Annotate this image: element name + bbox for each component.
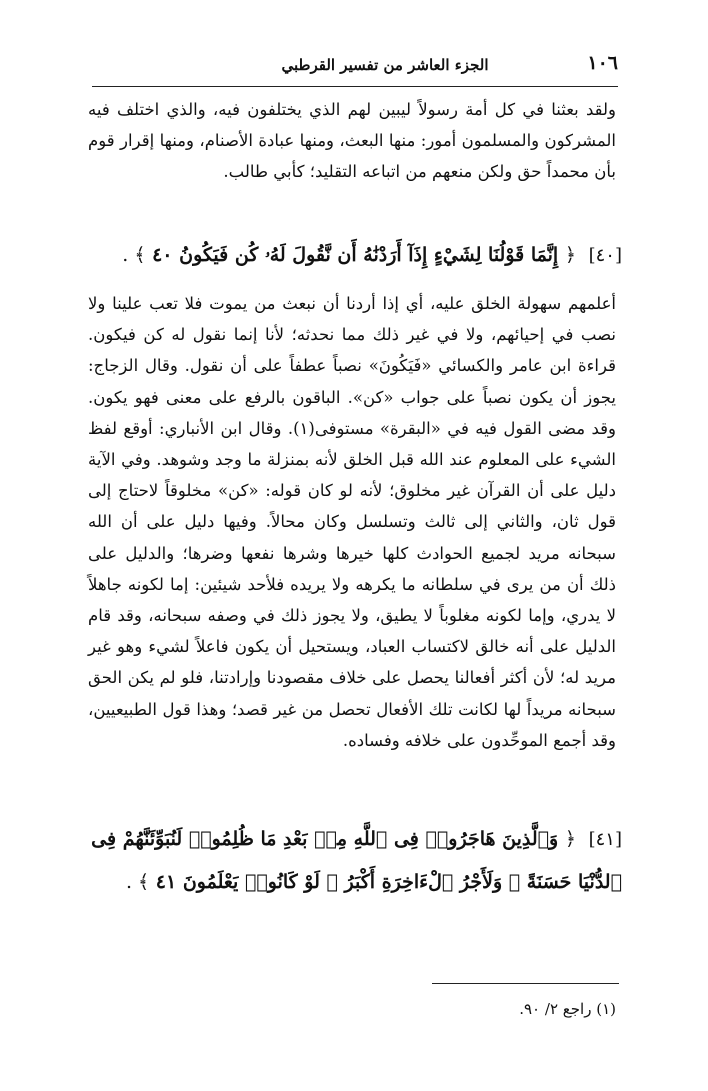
- verse-text: وَٱلَّذِينَ هَاجَرُوا۟ فِى ٱللَّهِ مِنۢ بَعْدِ مَا ظُلِمُوا۟ لَنُبَوِّئَنَّهُمْ فِى ٱلدُّنْيَا حَسَنَةً ۖ وَلَأَجْرُ ٱلْءَاخِرَةِ أَكْبَرُ ۚ لَوْ كَانُوا۟ يَعْلَمُونَ: [91, 828, 622, 893]
- footnote-rule: [432, 983, 619, 984]
- footnote-marker: (١): [596, 1000, 616, 1018]
- verse-number: [٤٠]: [588, 245, 622, 266]
- verse-open-brace: ﴿: [564, 244, 576, 266]
- footnote-text: راجع ٢/ ٩٠.: [519, 1000, 592, 1018]
- paragraph-text: أعلمهم سهولة الخلق عليه، أي إذا أردنا أن نبعث من يموت فلا تعب علينا ولا نصب في إحيائهم، ولا في غير ذلك مما نحدثه؛ لأنا إنما نقول له كن فيكون. قراءة ابن عامر والكسائي «فَيَكُونَ» نصباً عطفاً على أن نقول. وقال الزجاج: يجوز أن يكون نصباً على جواب «كن». الباقون بالرفع على معنى فهو يكون. وقد مضى القول فيه في «البقرة» مستوفى(١). وقال ابن الأنباري: أوقع لفظ الشيء على المعلوم عند الله قبل الخلق لأنه بمنزلة ما وجد وشوهد. وفي الآية دليل على أن القرآن غير مخلوق؛ لأنه لو كان قوله: «كن» مخلوقاً لاحتاج إلى قول ثان، والثاني إلى ثالث وتسلسل وكان محالاً. وفيها دليل على أن الله سبحانه مريد لجميع الحوادث كلها خيرها وشرها نفعها وضرها؛ والدليل على ذلك أن من يرى في سلطانه ما يكرهه ولا يريده فلأحد شيئين: إما لكونه جاهلاً لا يدري، وإما لكونه مغلوباً لا يطيق، ولا يجوز ذلك في وصفه سبحانه، وقد قام الدليل على أنه خالق لاكتساب العباد، ويستحيل أن يكون فاعلاً لشيء وهو غير مريد له؛ لأن أكثر أفعالنا يحصل على خلاف مقصودنا وإرادتنا، فلو لم يكن الحق سبحانه مريداً لها لكانت تلك الأفعال تحصل من غير قصد؛ وهذا قول الطبيعيين، وقد أجمع الموحِّدون على خلافه وفساده.: [88, 294, 616, 750]
- verse-end-mark: ٤١: [155, 871, 177, 893]
- paragraph-1: [88, 94, 616, 188]
- verse-number: [٤١]: [588, 829, 622, 850]
- verse-40: [88, 234, 622, 277]
- verse-end-mark: ٤٠: [152, 244, 173, 266]
- header-rule: [92, 86, 618, 87]
- verse-open-brace: ﴿: [564, 828, 576, 850]
- page-number: ١٠٦: [587, 52, 618, 74]
- verse-text: إِنَّمَا قَوْلُنَا لِشَيْءٍ إِذَآ أَرَدْنَٰهُ أَن نَّقُولَ لَهُۥ كُن فَيَكُونُ: [179, 244, 559, 266]
- footnote: [519, 1000, 616, 1018]
- page-header: [90, 52, 618, 82]
- paragraph-text: ولقد بعثنا في كل أمة رسولاً ليبين لهم الذي يختلفون فيه، والذي اختلف فيه المشركون والمسلمون أمور: منها البعث، ومنها عبادة الأصنام، ومنها إقرار قوم بأن محمداً حق ولكن منعهم من اتباعه التقليد؛ كأبي طالب.: [88, 100, 616, 182]
- running-title: الجزء العاشر من تفسير القرطبي: [281, 56, 489, 74]
- paragraph-2: [88, 288, 616, 756]
- verse-41: [88, 818, 622, 904]
- verse-close-brace: ﴾ .: [125, 871, 150, 893]
- verse-close-brace: ﴾ .: [122, 244, 146, 266]
